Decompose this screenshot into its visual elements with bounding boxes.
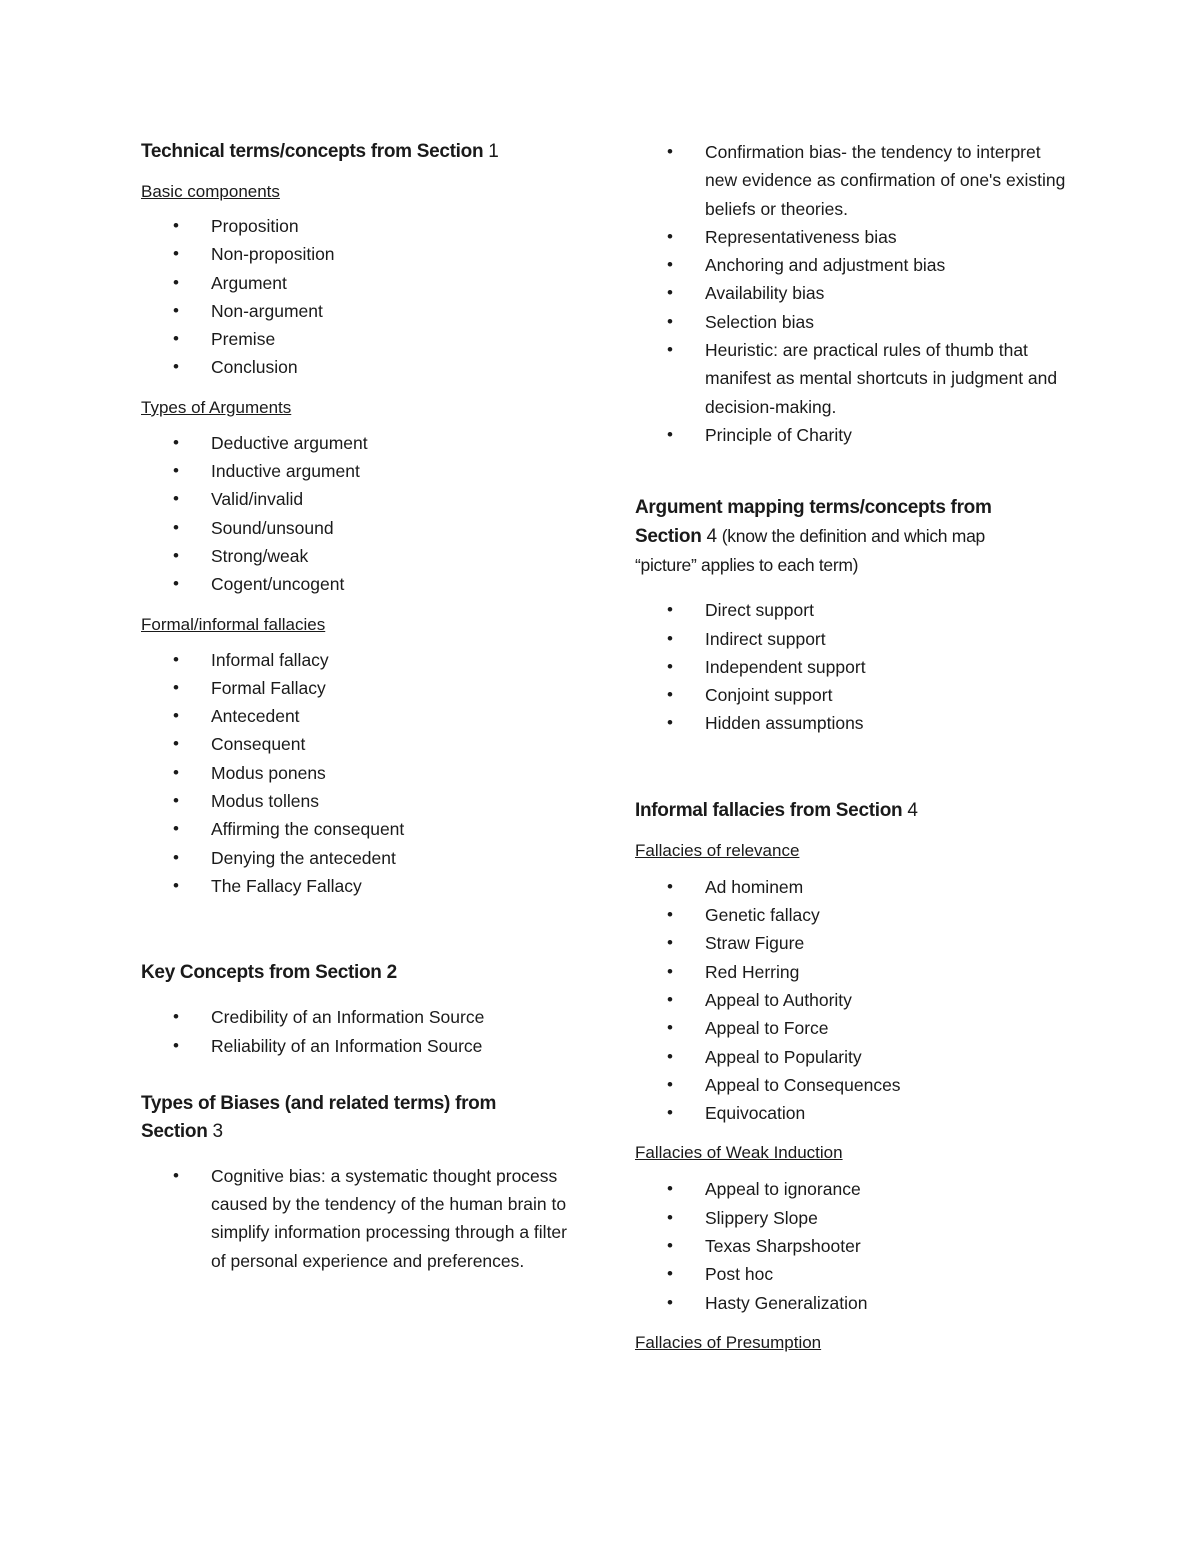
- list-item-text: Representativeness bias: [705, 226, 897, 247]
- list-item-text: Appeal to Consequences: [705, 1074, 901, 1095]
- bullet-icon: •: [173, 706, 179, 726]
- list-item-text: Conclusion: [211, 357, 298, 378]
- list-item: [141, 1003, 571, 1031]
- list-item: [635, 1043, 1075, 1071]
- list-item: [635, 279, 1075, 307]
- list-item: [141, 429, 571, 457]
- bullet-icon: •: [667, 255, 673, 275]
- list-item: [141, 674, 571, 702]
- list-item-text: Appeal to ignorance: [705, 1179, 861, 1200]
- list-item-text: Independent support: [705, 656, 866, 677]
- list-item: [141, 759, 571, 787]
- list-item: [141, 457, 571, 485]
- list-item-text: Affirming the consequent: [211, 819, 405, 840]
- list-item: [141, 1032, 571, 1060]
- bullet-icon: •: [173, 432, 179, 452]
- list-item-text: Reliability of an Information Source: [211, 1035, 483, 1056]
- formal-informal-fallacies-list: [141, 646, 571, 901]
- bullet-icon: •: [667, 713, 673, 733]
- list-item: [141, 240, 571, 268]
- bullet-icon: •: [667, 1074, 673, 1094]
- list-item: [635, 1014, 1075, 1042]
- fallacies-of-weak-induction-label: Fallacies of Weak Induction: [635, 1143, 843, 1163]
- list-item-text: Selection bias: [705, 311, 814, 332]
- list-item: [141, 844, 571, 872]
- list-item-text: Formal Fallacy: [211, 677, 326, 698]
- bullet-icon: •: [667, 989, 673, 1009]
- bullet-icon: •: [173, 649, 179, 669]
- bullet-icon: •: [173, 461, 179, 481]
- informal-fallacies-heading: Informal fallacies from Section 4: [635, 799, 918, 821]
- list-item-text: Appeal to Authority: [705, 989, 852, 1010]
- list-item: [635, 138, 1075, 223]
- section2-list: [141, 1003, 571, 1060]
- list-item: [141, 570, 571, 598]
- bullet-icon: •: [173, 1035, 179, 1055]
- bullet-icon: •: [667, 933, 673, 953]
- bullet-icon: •: [173, 216, 179, 235]
- list-item: [141, 353, 571, 381]
- list-item-text: Genetic fallacy: [705, 905, 820, 926]
- types-of-arguments-label: Types of Arguments: [141, 397, 292, 417]
- list-item-text: Availability bias: [705, 283, 825, 304]
- list-item: [141, 485, 571, 513]
- list-item: [141, 514, 571, 542]
- bullet-icon: •: [173, 819, 179, 839]
- list-item: [141, 702, 571, 730]
- list-item-text: Non-argument: [211, 300, 323, 321]
- list-item-text: Modus ponens: [211, 762, 326, 783]
- list-item-text: Inductive argument: [211, 461, 360, 482]
- list-item-text: Heuristic: are practical rules of thumb that manifest as mental shortcuts in judgment and decision-making.: [705, 340, 1058, 417]
- list-item: [141, 730, 571, 758]
- bullet-icon: •: [667, 600, 673, 620]
- list-item: [635, 873, 1075, 901]
- bullet-icon: •: [173, 1165, 179, 1185]
- bullet-icon: •: [667, 685, 673, 705]
- list-item: [635, 1260, 1075, 1288]
- formal-informal-fallacies-label: Formal/informal fallacies: [141, 614, 326, 634]
- list-item-text: Slippery Slope: [705, 1207, 818, 1228]
- list-item: [141, 872, 571, 900]
- fallacies-of-weak-induction-list: [635, 1175, 1075, 1316]
- fallacies-of-presumption-label: Fallacies of Presumption: [635, 1332, 822, 1352]
- list-item-text: Consequent: [211, 734, 306, 755]
- list-item-text: Denying the antecedent: [211, 847, 396, 868]
- right-column: [635, 138, 1075, 1355]
- bullet-icon: •: [667, 142, 673, 161]
- types-of-arguments-list: [141, 429, 571, 599]
- list-item-text: Sound/unsound: [211, 517, 334, 538]
- bullet-icon: •: [173, 272, 179, 292]
- list-item-text: Principle of Charity: [705, 424, 852, 445]
- list-item-text: Appeal to Popularity: [705, 1046, 862, 1067]
- bullet-icon: •: [667, 1207, 673, 1227]
- bullet-icon: •: [173, 357, 179, 377]
- bullet-icon: •: [173, 762, 179, 782]
- bullet-icon: •: [667, 283, 673, 303]
- list-item-text: Post hoc: [705, 1264, 774, 1285]
- list-item-text: Red Herring: [705, 961, 800, 982]
- list-item: [635, 1175, 1075, 1203]
- list-item: [635, 251, 1075, 279]
- bullet-icon: •: [667, 628, 673, 648]
- bullet-icon: •: [173, 244, 179, 264]
- bullet-icon: •: [667, 1103, 673, 1123]
- list-item-text: Direct support: [705, 600, 814, 621]
- bullet-icon: •: [667, 656, 673, 676]
- list-item: [635, 596, 1075, 624]
- list-item: [141, 269, 571, 297]
- list-item: [635, 958, 1075, 986]
- list-item-text: Informal fallacy: [211, 649, 329, 670]
- list-item-text: Ad hominem: [705, 876, 804, 897]
- bullet-icon: •: [667, 961, 673, 981]
- list-item-text: The Fallacy Fallacy: [211, 875, 362, 896]
- section2-heading: Key Concepts from Section 2: [141, 962, 397, 984]
- list-item: [635, 421, 1075, 449]
- list-item-text: Texas Sharpshooter: [705, 1236, 861, 1257]
- section1-heading: Technical terms/concepts from Section 1: [141, 141, 499, 162]
- list-item: [635, 1071, 1075, 1099]
- bullet-icon: •: [173, 300, 179, 320]
- list-item-text: Strong/weak: [211, 545, 309, 566]
- list-item: [141, 646, 571, 674]
- list-item: [141, 815, 571, 843]
- list-item-text: Valid/invalid: [211, 489, 304, 510]
- bullet-icon: •: [667, 424, 673, 444]
- bullet-icon: •: [667, 1264, 673, 1284]
- bullet-icon: •: [173, 791, 179, 811]
- bullet-icon: •: [667, 1236, 673, 1256]
- bullet-icon: •: [667, 905, 673, 925]
- section3-heading: Types of Biases (and related terms) from Section 3: [141, 1092, 497, 1142]
- list-item-text: Credibility of an Information Source: [211, 1007, 485, 1028]
- list-item: [141, 325, 571, 353]
- list-item-text: Premise: [211, 329, 276, 350]
- list-item-text: Anchoring and adjustment bias: [705, 255, 946, 276]
- bullet-icon: •: [173, 677, 179, 697]
- list-item-text: Equivocation: [705, 1103, 806, 1124]
- bullet-icon: •: [667, 1179, 673, 1199]
- argument-mapping-list: [635, 596, 1075, 737]
- list-item: [141, 1162, 571, 1275]
- list-item: [635, 709, 1075, 737]
- bullet-icon: •: [173, 545, 179, 565]
- list-item: [635, 1232, 1075, 1260]
- section3-list: [141, 1162, 571, 1275]
- list-item: [141, 212, 571, 240]
- list-item-text: Proposition: [211, 216, 299, 236]
- bullet-icon: •: [667, 311, 673, 331]
- list-item-text: Argument: [211, 272, 287, 293]
- list-item-text: Cognitive bias: a systematic thought process caused by the tendency of the human brain to simplify information processing through a filter of personal experience and preferences.: [211, 1165, 567, 1271]
- bullet-icon: •: [667, 876, 673, 896]
- bullet-icon: •: [173, 734, 179, 754]
- basic-components-list: [141, 212, 571, 382]
- bullet-icon: •: [667, 1292, 673, 1312]
- list-item: [635, 336, 1075, 421]
- fallacies-of-relevance-list: [635, 873, 1075, 1128]
- list-item-text: Modus tollens: [211, 791, 319, 812]
- list-item: [635, 223, 1075, 251]
- list-item: [141, 297, 571, 325]
- list-item-text: Appeal to Force: [705, 1018, 829, 1039]
- bullet-icon: •: [173, 1007, 179, 1027]
- list-item-text: Non-proposition: [211, 244, 335, 265]
- bullet-icon: •: [173, 517, 179, 537]
- list-item: [635, 625, 1075, 653]
- list-item: [635, 308, 1075, 336]
- left-column: [141, 138, 571, 1275]
- basic-components-label: Basic components: [141, 182, 280, 201]
- list-item-text: Cogent/uncogent: [211, 574, 345, 595]
- biases-continued-list: [635, 138, 1075, 449]
- fallacies-of-relevance-label: Fallacies of relevance: [635, 840, 800, 860]
- bullet-icon: •: [173, 875, 179, 895]
- list-item-text: Deductive argument: [211, 432, 368, 453]
- list-item: [635, 1289, 1075, 1317]
- bullet-icon: •: [173, 489, 179, 509]
- list-item: [635, 681, 1075, 709]
- argument-mapping-heading: Argument mapping terms/concepts from Section 4 (know the definition and which map “picture” applies to each term): [635, 497, 992, 576]
- list-item-text: Hidden assumptions: [705, 713, 864, 734]
- list-item-text: Confirmation bias- the tendency to interpret new evidence as confirmation of one's existing beliefs or theories.: [705, 142, 1066, 219]
- bullet-icon: •: [173, 847, 179, 867]
- list-item-text: Straw Figure: [705, 933, 805, 954]
- list-item: [635, 986, 1075, 1014]
- bullet-icon: •: [667, 340, 673, 360]
- bullet-icon: •: [667, 226, 673, 246]
- list-item: [635, 1099, 1075, 1127]
- list-item-text: Conjoint support: [705, 685, 833, 706]
- bullet-icon: •: [667, 1018, 673, 1038]
- list-item: [141, 787, 571, 815]
- list-item-text: Indirect support: [705, 628, 826, 649]
- list-item: [141, 542, 571, 570]
- list-item: [635, 1204, 1075, 1232]
- bullet-icon: •: [173, 329, 179, 349]
- list-item: [635, 653, 1075, 681]
- list-item-text: Hasty Generalization: [705, 1292, 868, 1313]
- list-item-text: Antecedent: [211, 706, 300, 727]
- list-item: [635, 901, 1075, 929]
- list-item: [635, 929, 1075, 957]
- bullet-icon: •: [173, 574, 179, 594]
- bullet-icon: •: [667, 1046, 673, 1066]
